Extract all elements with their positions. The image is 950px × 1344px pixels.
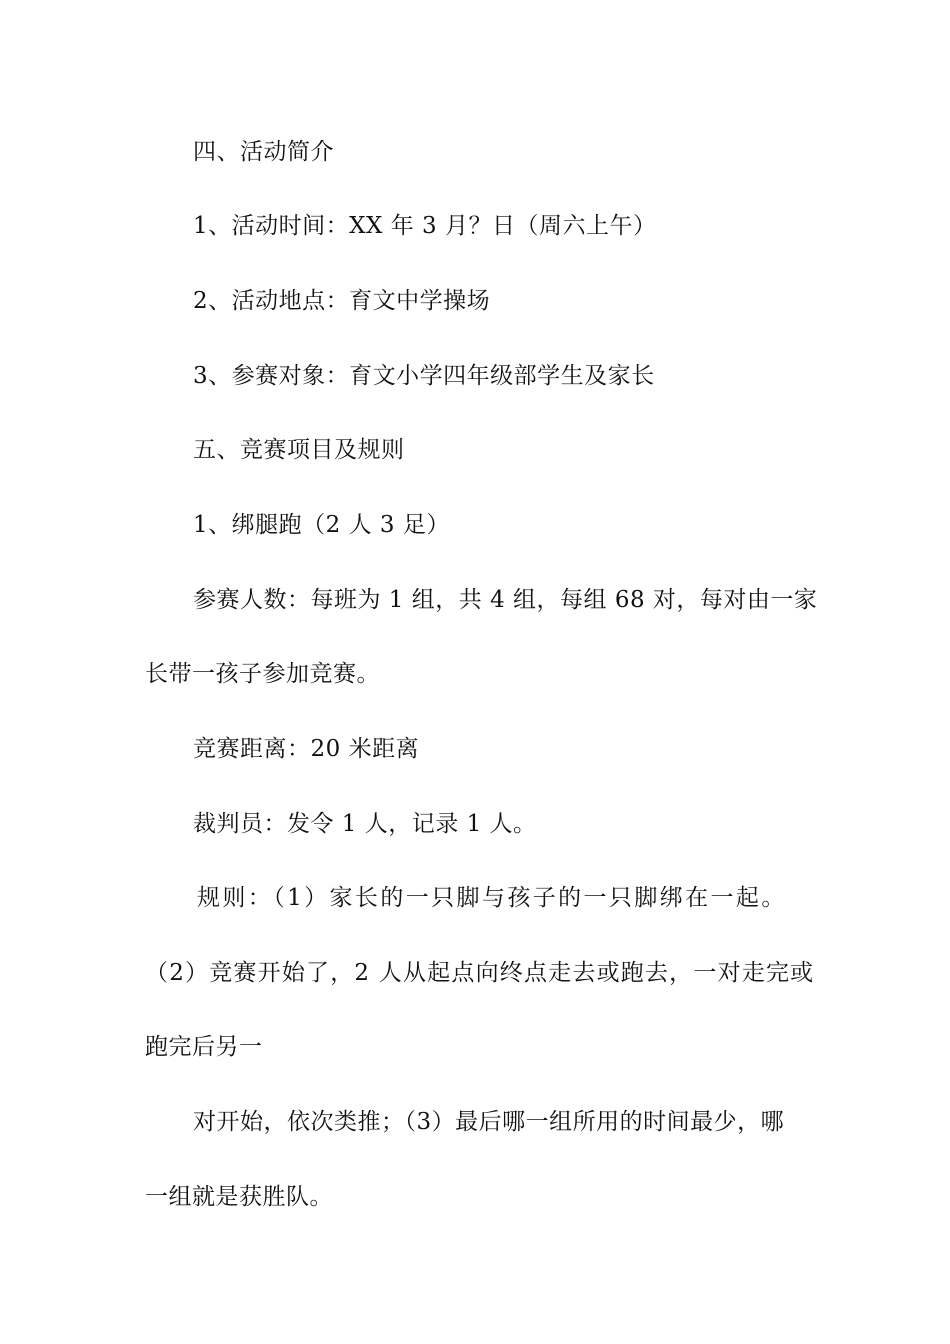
rules-line-3: 跑完后另一 — [145, 1034, 263, 1060]
section-heading-activity-intro: 四、活动简介 — [193, 139, 334, 165]
participant-count-line-1: 参赛人数：每班为 1 组，共 4 组，每组 68 对，每对由一家 — [193, 587, 818, 613]
referees: 裁判员：发令 1 人，记录 1 人。 — [193, 811, 537, 837]
section-heading-events-rules: 五、竞赛项目及规则 — [193, 437, 405, 463]
rules-line-5: 一组就是获胜队。 — [145, 1184, 333, 1210]
rules-line-1: 规则：（1）家长的一只脚与孩子的一只脚绑在一起。 — [197, 885, 787, 911]
rules-line-2: （2）竞赛开始了，2 人从起点向终点走去或跑去，一对走完或 — [145, 960, 815, 986]
participant-count-line-2: 长带一孩子参加竞赛。 — [145, 661, 380, 687]
activity-time: 1、活动时间：XX 年 3 月？日（周六上午） — [193, 213, 657, 239]
race-distance: 竞赛距离：20 米距离 — [193, 736, 420, 762]
event-three-legged-race: 1、绑腿跑（2 人 3 足） — [193, 512, 450, 538]
activity-location: 2、活动地点：育文中学操场 — [193, 288, 491, 314]
participants: 3、参赛对象：育文小学四年级部学生及家长 — [193, 363, 655, 389]
rules-line-4: 对开始，依次类推；（3）最后哪一组所用的时间最少，哪 — [193, 1109, 785, 1135]
